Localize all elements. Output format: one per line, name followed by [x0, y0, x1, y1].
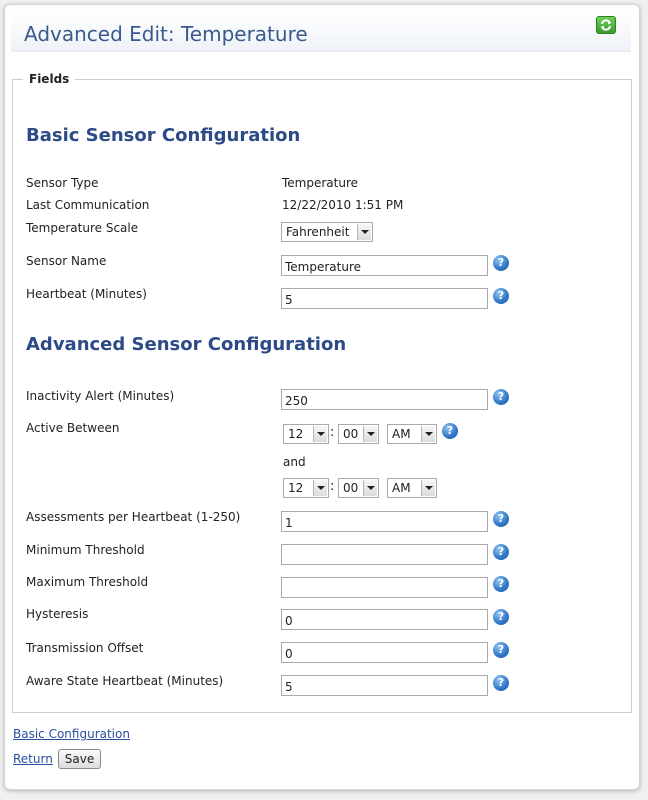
basic-configuration-link[interactable]: Basic Configuration: [13, 727, 130, 741]
save-button[interactable]: Save: [58, 749, 101, 769]
chevron-down-icon: [421, 426, 435, 442]
end-ampm-value: AM: [392, 481, 411, 495]
chevron-down-icon: [313, 426, 327, 442]
advanced-config-title: Advanced Sensor Configuration: [26, 334, 347, 355]
last-communication-value: 12/22/2010 1:51 PM: [282, 198, 404, 212]
time-separator: :: [330, 479, 335, 494]
minimum-threshold-label: Minimum Threshold: [26, 543, 145, 557]
end-hour-value: 12: [288, 481, 304, 495]
refresh-icon[interactable]: [596, 16, 616, 34]
and-label: and: [283, 455, 306, 469]
start-ampm-select[interactable]: [387, 424, 437, 444]
page-header: [11, 11, 631, 52]
temperature-scale-value: Fahrenheit: [286, 225, 350, 239]
maximum-threshold-label: Maximum Threshold: [26, 575, 149, 589]
help-icon[interactable]: ?: [493, 511, 509, 527]
help-icon[interactable]: ?: [493, 576, 509, 592]
basic-config-title: Basic Sensor Configuration: [26, 125, 301, 146]
start-ampm-value: AM: [392, 427, 411, 441]
heartbeat-input[interactable]: [281, 288, 488, 309]
start-hour-value: 12: [288, 427, 304, 441]
chevron-down-icon: [421, 480, 435, 496]
help-icon[interactable]: ?: [493, 255, 509, 271]
end-ampm-select[interactable]: [387, 478, 437, 498]
minimum-threshold-input[interactable]: [281, 544, 488, 565]
help-icon[interactable]: ?: [493, 609, 509, 625]
chevron-down-icon: [363, 426, 377, 442]
help-icon[interactable]: ?: [493, 288, 509, 304]
help-icon[interactable]: ?: [493, 544, 509, 560]
start-minute-value: 00: [343, 427, 359, 441]
aware-heartbeat-input[interactable]: [281, 675, 488, 696]
page-title: Advanced Edit: Temperature: [24, 22, 308, 46]
sensor-type-label: Sensor Type: [26, 176, 99, 190]
heartbeat-label: Heartbeat (Minutes): [26, 287, 147, 301]
temperature-scale-select[interactable]: [281, 222, 373, 242]
chevron-down-icon: [313, 480, 327, 496]
aware-heartbeat-label: Aware State Heartbeat (Minutes): [26, 674, 224, 688]
chevron-down-icon: [363, 480, 377, 496]
sensor-name-input[interactable]: [281, 255, 488, 276]
sensor-type-value: Temperature: [282, 176, 359, 190]
last-communication-label: Last Communication: [26, 198, 150, 212]
end-minute-value: 00: [343, 481, 359, 495]
time-separator: :: [330, 425, 335, 440]
help-icon[interactable]: ?: [493, 675, 509, 691]
transmission-offset-label: Transmission Offset: [26, 641, 144, 655]
temperature-scale-label: Temperature Scale: [26, 221, 139, 235]
transmission-offset-input[interactable]: [281, 642, 488, 663]
assessments-label: Assessments per Heartbeat (1-250): [26, 510, 241, 524]
help-icon[interactable]: ?: [493, 642, 509, 658]
hysteresis-label: Hysteresis: [26, 607, 89, 621]
chevron-down-icon: [357, 224, 371, 240]
inactivity-alert-label: Inactivity Alert (Minutes): [26, 389, 175, 403]
start-minute-select[interactable]: [338, 424, 379, 444]
sensor-name-label: Sensor Name: [26, 254, 107, 268]
fields-legend: Fields: [29, 72, 70, 86]
hysteresis-input[interactable]: [281, 609, 488, 630]
help-icon[interactable]: ?: [442, 423, 458, 439]
assessments-input[interactable]: [281, 511, 488, 532]
return-link[interactable]: Return: [13, 752, 53, 766]
active-between-label: Active Between: [26, 421, 120, 435]
end-hour-select[interactable]: [283, 478, 329, 498]
end-minute-select[interactable]: [338, 478, 379, 498]
inactivity-alert-input[interactable]: [281, 389, 488, 410]
start-hour-select[interactable]: [283, 424, 329, 444]
help-icon[interactable]: ?: [493, 389, 509, 405]
maximum-threshold-input[interactable]: [281, 577, 488, 598]
